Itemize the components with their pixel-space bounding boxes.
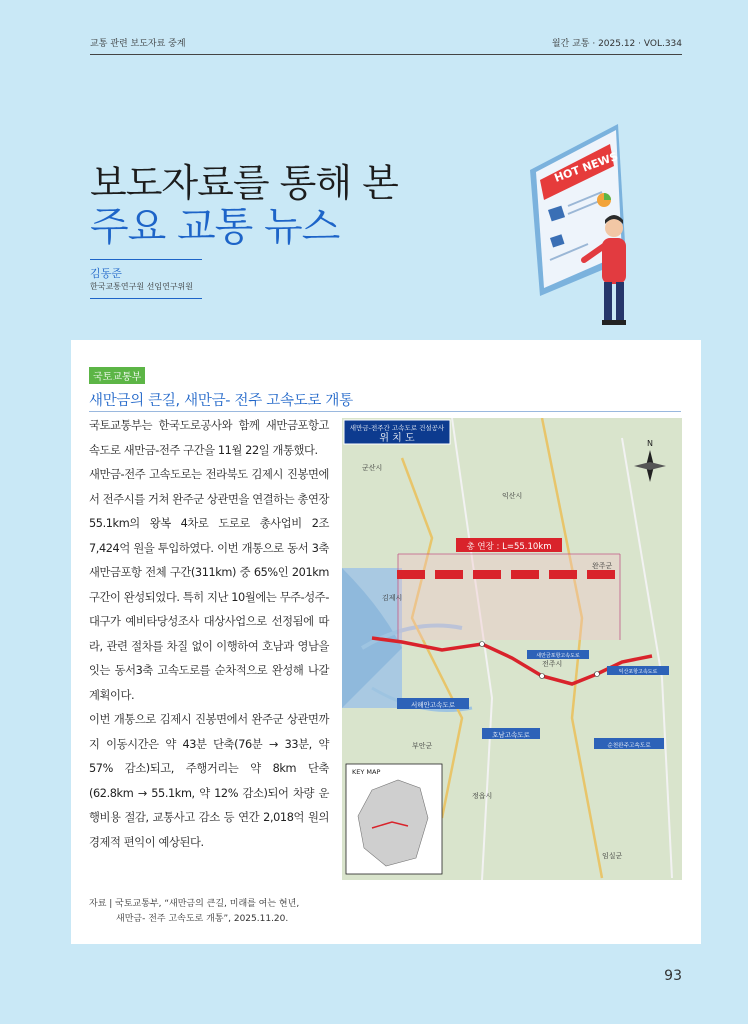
article-title-divider xyxy=(89,411,681,412)
map-place-label: 정읍시 xyxy=(472,792,493,800)
map-place-label: 임실군 xyxy=(602,852,623,860)
map-route-label: 호남고속도로 xyxy=(492,731,530,739)
header-section: 교통 관련 보도자료 중계 xyxy=(90,39,186,49)
page-title-line1: 보도자료를 통해 본 xyxy=(90,161,398,205)
location-map xyxy=(342,418,682,880)
map-title-main: 위 치 도 xyxy=(379,433,415,444)
author-divider-bottom xyxy=(90,298,202,299)
article-paragraph: 새만금-전주 고속도로는 전라북도 김제시 진봉면에서 전주시를 거쳐 완주군 상관면을 연결하는 총연장 55.1km의 왕복 4차로 도로로 총사업비 2조 7,424억 원을 투입하였다. 이번 개통으로 동서 3축 새만금포항 전체 구간(311km) 중 65%인 201km 구간이 완성되었다. 특히 지난 10월에는 무주-성주-대구가 예비타당성조사 대상사업으로 선정됨에 따라, 관련 절차를 차질 없이 이행하여 호남과 영남을 잇는 동서3축 고속도로를 순차적으로 완성해 나갈 계획이다. xyxy=(89,468,329,702)
author-divider-top xyxy=(90,259,202,260)
source-citation xyxy=(89,897,299,927)
map-route-label: 순천완주고속도로 xyxy=(607,743,651,749)
key-map-label: KEY MAP xyxy=(352,768,381,776)
map-place-label: 익산시 xyxy=(502,492,523,500)
article-paragraph: 국토교통부는 한국도로공사와 함께 새만금포항고속도로 새만금-전주 구간을 11월 22일 개통했다. xyxy=(89,419,329,457)
author-name: 김동준 xyxy=(90,267,122,280)
article-card xyxy=(71,340,701,944)
map-place-label: 전주시 xyxy=(542,660,563,668)
article-body xyxy=(89,414,329,855)
map-place-label: 부안군 xyxy=(412,742,433,750)
article-title: 새만금의 큰길, 새만금- 전주 고속도로 개통 xyxy=(89,393,353,409)
source-line-1: 자료 | 국토교통부, “새만금의 큰길, 미래를 여는 현년, xyxy=(89,899,300,909)
map-place-label: 군산시 xyxy=(362,464,383,472)
map-title-top: 새만금-전주간 고속도로 건설공사 xyxy=(349,424,445,432)
total-length-label: 총 연장 : L=55.10km xyxy=(466,542,552,552)
map-route-label: 익산포항고속도로 xyxy=(618,669,658,675)
page-number: 93 xyxy=(664,968,682,984)
hot-news-sign: HOT NEWS xyxy=(552,149,620,185)
north-label: N xyxy=(647,439,653,448)
map-route-label: 서해안고속도로 xyxy=(411,701,455,709)
map-place-label: 김제시 xyxy=(382,594,403,602)
article-paragraph: 이번 개통으로 김제시 진봉면에서 완주군 상관면까지 이동시간은 약 43분 단축(76분 → 33분, 약 57% 감소)되고, 주행거리는 약 8km 단축(62.8km → 55.1km, 약 12% 감소)되어 차량 운행비용 절감, 교통사고 감소 등 연간 2,018억 원의 경제적 편익이 예상된다. xyxy=(89,713,329,849)
author-role: 한국교통연구원 선임연구위원 xyxy=(90,282,194,291)
page-title-line2: 주요 교통 뉴스 xyxy=(90,204,340,250)
map-route-label: 새만금포항고속도로 xyxy=(536,653,580,659)
category-tag: 국토교통부 xyxy=(89,367,145,384)
map-place-label: 완주군 xyxy=(592,562,613,570)
news-tablet-person-icon xyxy=(518,120,648,330)
header-issue: 월간 교통 · 2025.12 · VOL.334 xyxy=(551,39,682,49)
source-line-2: 새만금- 전주 고속도로 개통”, 2025.11.20. xyxy=(116,914,289,924)
header-divider xyxy=(90,54,682,55)
